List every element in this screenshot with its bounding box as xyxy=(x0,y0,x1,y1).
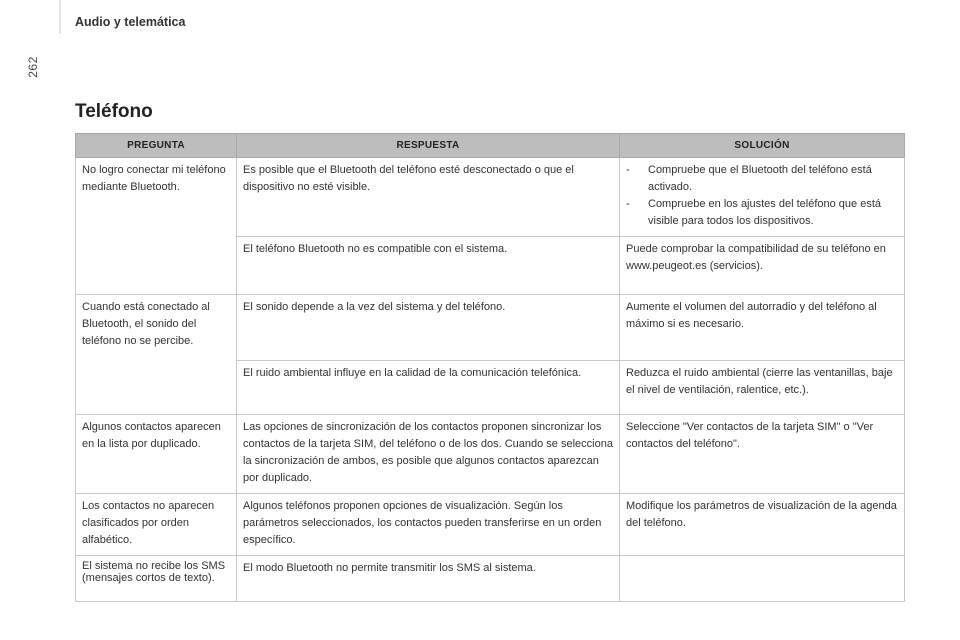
solution-cell: Modifique los parámetros de visualización de la agenda del teléfono. xyxy=(620,494,905,556)
solution-cell: Reduzca el ruido ambiental (cierre las ventanillas, baje el nivel de ventilación, ralentice, etc.). xyxy=(620,361,905,415)
question-cell: Cuando está conectado al Bluetooth, el sonido del teléfono no se percibe. xyxy=(76,295,237,415)
page-number: 262 xyxy=(25,56,40,78)
table-header-row xyxy=(76,134,905,158)
table-row xyxy=(76,556,905,602)
column-header-pregunta: PREGUNTA xyxy=(76,134,237,158)
solution-item-text: Compruebe en los ajustes del teléfono que está visible para todos los dispositivos. xyxy=(648,198,881,227)
solution-list-item: - Compruebe que el Bluetooth del teléfono está activado. xyxy=(626,164,872,193)
solution-list-item: - Compruebe en los ajustes del teléfono que está visible para todos los dispositivos. xyxy=(626,198,881,227)
response-cell: El modo Bluetooth no permite transmitir los SMS al sistema. xyxy=(237,556,620,602)
table-row xyxy=(76,494,905,556)
response-cell: El sonido depende a la vez del sistema y del teléfono. xyxy=(237,295,620,361)
response-cell: El ruido ambiental influye en la calidad de la comunicación telefónica. xyxy=(237,361,620,415)
response-cell: El teléfono Bluetooth no es compatible con el sistema. xyxy=(237,237,620,295)
question-cell: No logro conectar mi teléfono mediante Bluetooth. xyxy=(76,158,237,295)
solution-cell: Aumente el volumen del autorradio y del teléfono al máximo si es necesario. xyxy=(620,295,905,361)
question-cell: El sistema no recibe los SMS (mensajes cortos de texto). xyxy=(76,556,237,602)
solution-cell xyxy=(620,556,905,602)
solution-cell: Puede comprobar la compatibilidad de su teléfono en www.peugeot.es (servicios). xyxy=(620,237,905,295)
solution-cell: Seleccione "Ver contactos de la tarjeta SIM" o "Ver contactos del teléfono". xyxy=(620,415,905,494)
header-divider xyxy=(59,0,61,34)
column-header-respuesta: RESPUESTA xyxy=(237,134,620,158)
table-row xyxy=(76,295,905,361)
question-cell: Algunos contactos aparecen en la lista por duplicado. xyxy=(76,415,237,494)
solution-cell xyxy=(620,158,905,237)
question-cell: Los contactos no aparecen clasificados por orden alfabético. xyxy=(76,494,237,556)
troubleshooting-table xyxy=(75,133,905,602)
page-title: Teléfono xyxy=(75,101,153,122)
solution-item-text: Compruebe que el Bluetooth del teléfono está activado. xyxy=(648,164,872,193)
section-title: Audio y telemática xyxy=(75,15,186,29)
response-cell: Algunos teléfonos proponen opciones de visualización. Según los parámetros seleccionados, los contactos pueden transferirse en un orden específico. xyxy=(237,494,620,556)
response-cell: Las opciones de sincronización de los contactos proponen sincronizar los contactos de la tarjeta SIM, del teléfono o de los dos. Cuando se selecciona la sincronización de ambos, es posible que algunos contactos aparezcan por duplicado. xyxy=(237,415,620,494)
solution-list xyxy=(626,162,898,230)
response-cell: Es posible que el Bluetooth del teléfono esté desconectado o que el dispositivo no esté visible. xyxy=(237,158,620,237)
column-header-solucion: SOLUCIÓN xyxy=(620,134,905,158)
table-row xyxy=(76,415,905,494)
table-row xyxy=(76,158,905,237)
